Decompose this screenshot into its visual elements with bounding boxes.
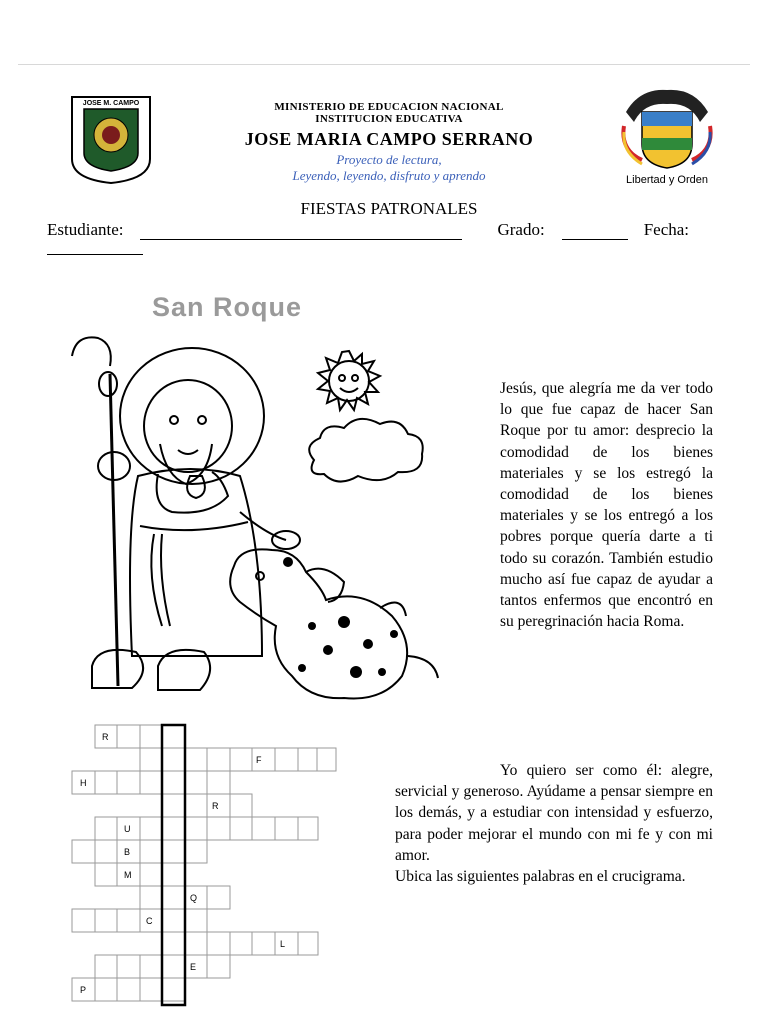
- crossword-letter: E: [190, 962, 197, 972]
- crossword-letter: P: [80, 985, 87, 995]
- cloud-icon: [309, 419, 423, 482]
- dog-icon: [230, 549, 407, 698]
- crossword-letter: H: [80, 778, 87, 788]
- crossword-letter: R: [212, 801, 219, 811]
- date-label: Fecha:: [643, 220, 690, 239]
- prayer-text-narrow: [500, 378, 713, 632]
- prayer-paragraph-1: Jesús, que alegría me da ver todo lo que fue capaz de hacer San Roque por tu amor: desprecio la comodidad de los bienes materiales y se los estregó la comodidad de los bienes materiales y se los entregó a los pobres porque quería darte a ti todo su corazón. También estudio mucho así fue capaz de ayudar a tantos enfermos que encontró en su peregrinación hacia Roma.: [500, 380, 713, 631]
- institution-line: INSTITUCION EDUCATIVA: [315, 113, 463, 125]
- project-line-1: Proyecto de lectura,: [336, 152, 442, 167]
- svg-text:JOSE M. CAMPO: JOSE M. CAMPO: [82, 100, 140, 107]
- sun-icon: [318, 351, 380, 410]
- saint-roque-illustration: [62, 326, 462, 726]
- grade-label: Grado:: [497, 220, 545, 239]
- coat-of-arms-motto: Libertad y Orden: [626, 174, 708, 186]
- page-title: FIESTAS PATRONALES: [300, 199, 478, 218]
- coat-of-arms-icon: [620, 82, 714, 174]
- prayer-paragraph-2: Yo quiero ser como él: alegre, servicial y generoso. Ayúdame a pensar siempre en los demás, y a estudiar con intensidad y esfuerzo, para poder mejorar el mundo con mi fe y con mi amor.: [395, 762, 713, 864]
- crossword-key-column: [162, 725, 185, 1005]
- grade-blank[interactable]: [562, 225, 628, 240]
- crossword-letter: Q: [190, 893, 198, 903]
- crossword-letter: F: [256, 755, 262, 765]
- school-name: JOSE MARIA CAMPO SERRANO: [244, 129, 534, 149]
- crossword-letter: B: [124, 847, 131, 857]
- date-blank[interactable]: [47, 240, 143, 255]
- ministry-line: MINISTERIO DE EDUCACION NACIONAL: [274, 101, 504, 113]
- prayer-text-wide: [395, 760, 713, 887]
- crossword-letter: U: [124, 824, 131, 834]
- coat-of-arms-logo: [620, 82, 714, 192]
- school-crest-logo: [68, 93, 154, 185]
- top-divider: [18, 64, 750, 65]
- saint-heading: San Roque: [152, 292, 303, 322]
- student-label: Estudiante:: [47, 220, 124, 239]
- student-name-blank[interactable]: [140, 225, 462, 240]
- crossword-instruction: Ubica las siguientes palabras en el crucigrama.: [395, 868, 686, 886]
- crossword-letter: R: [102, 732, 109, 742]
- project-line-2: Leyendo, leyendo, disfruto y aprendo: [292, 168, 486, 183]
- crossword-letter: M: [124, 870, 132, 880]
- student-info-form: [47, 219, 737, 255]
- crossword-letter: L: [280, 939, 286, 949]
- crossword-grid: [70, 723, 350, 1013]
- crossword-letter: C: [146, 916, 153, 926]
